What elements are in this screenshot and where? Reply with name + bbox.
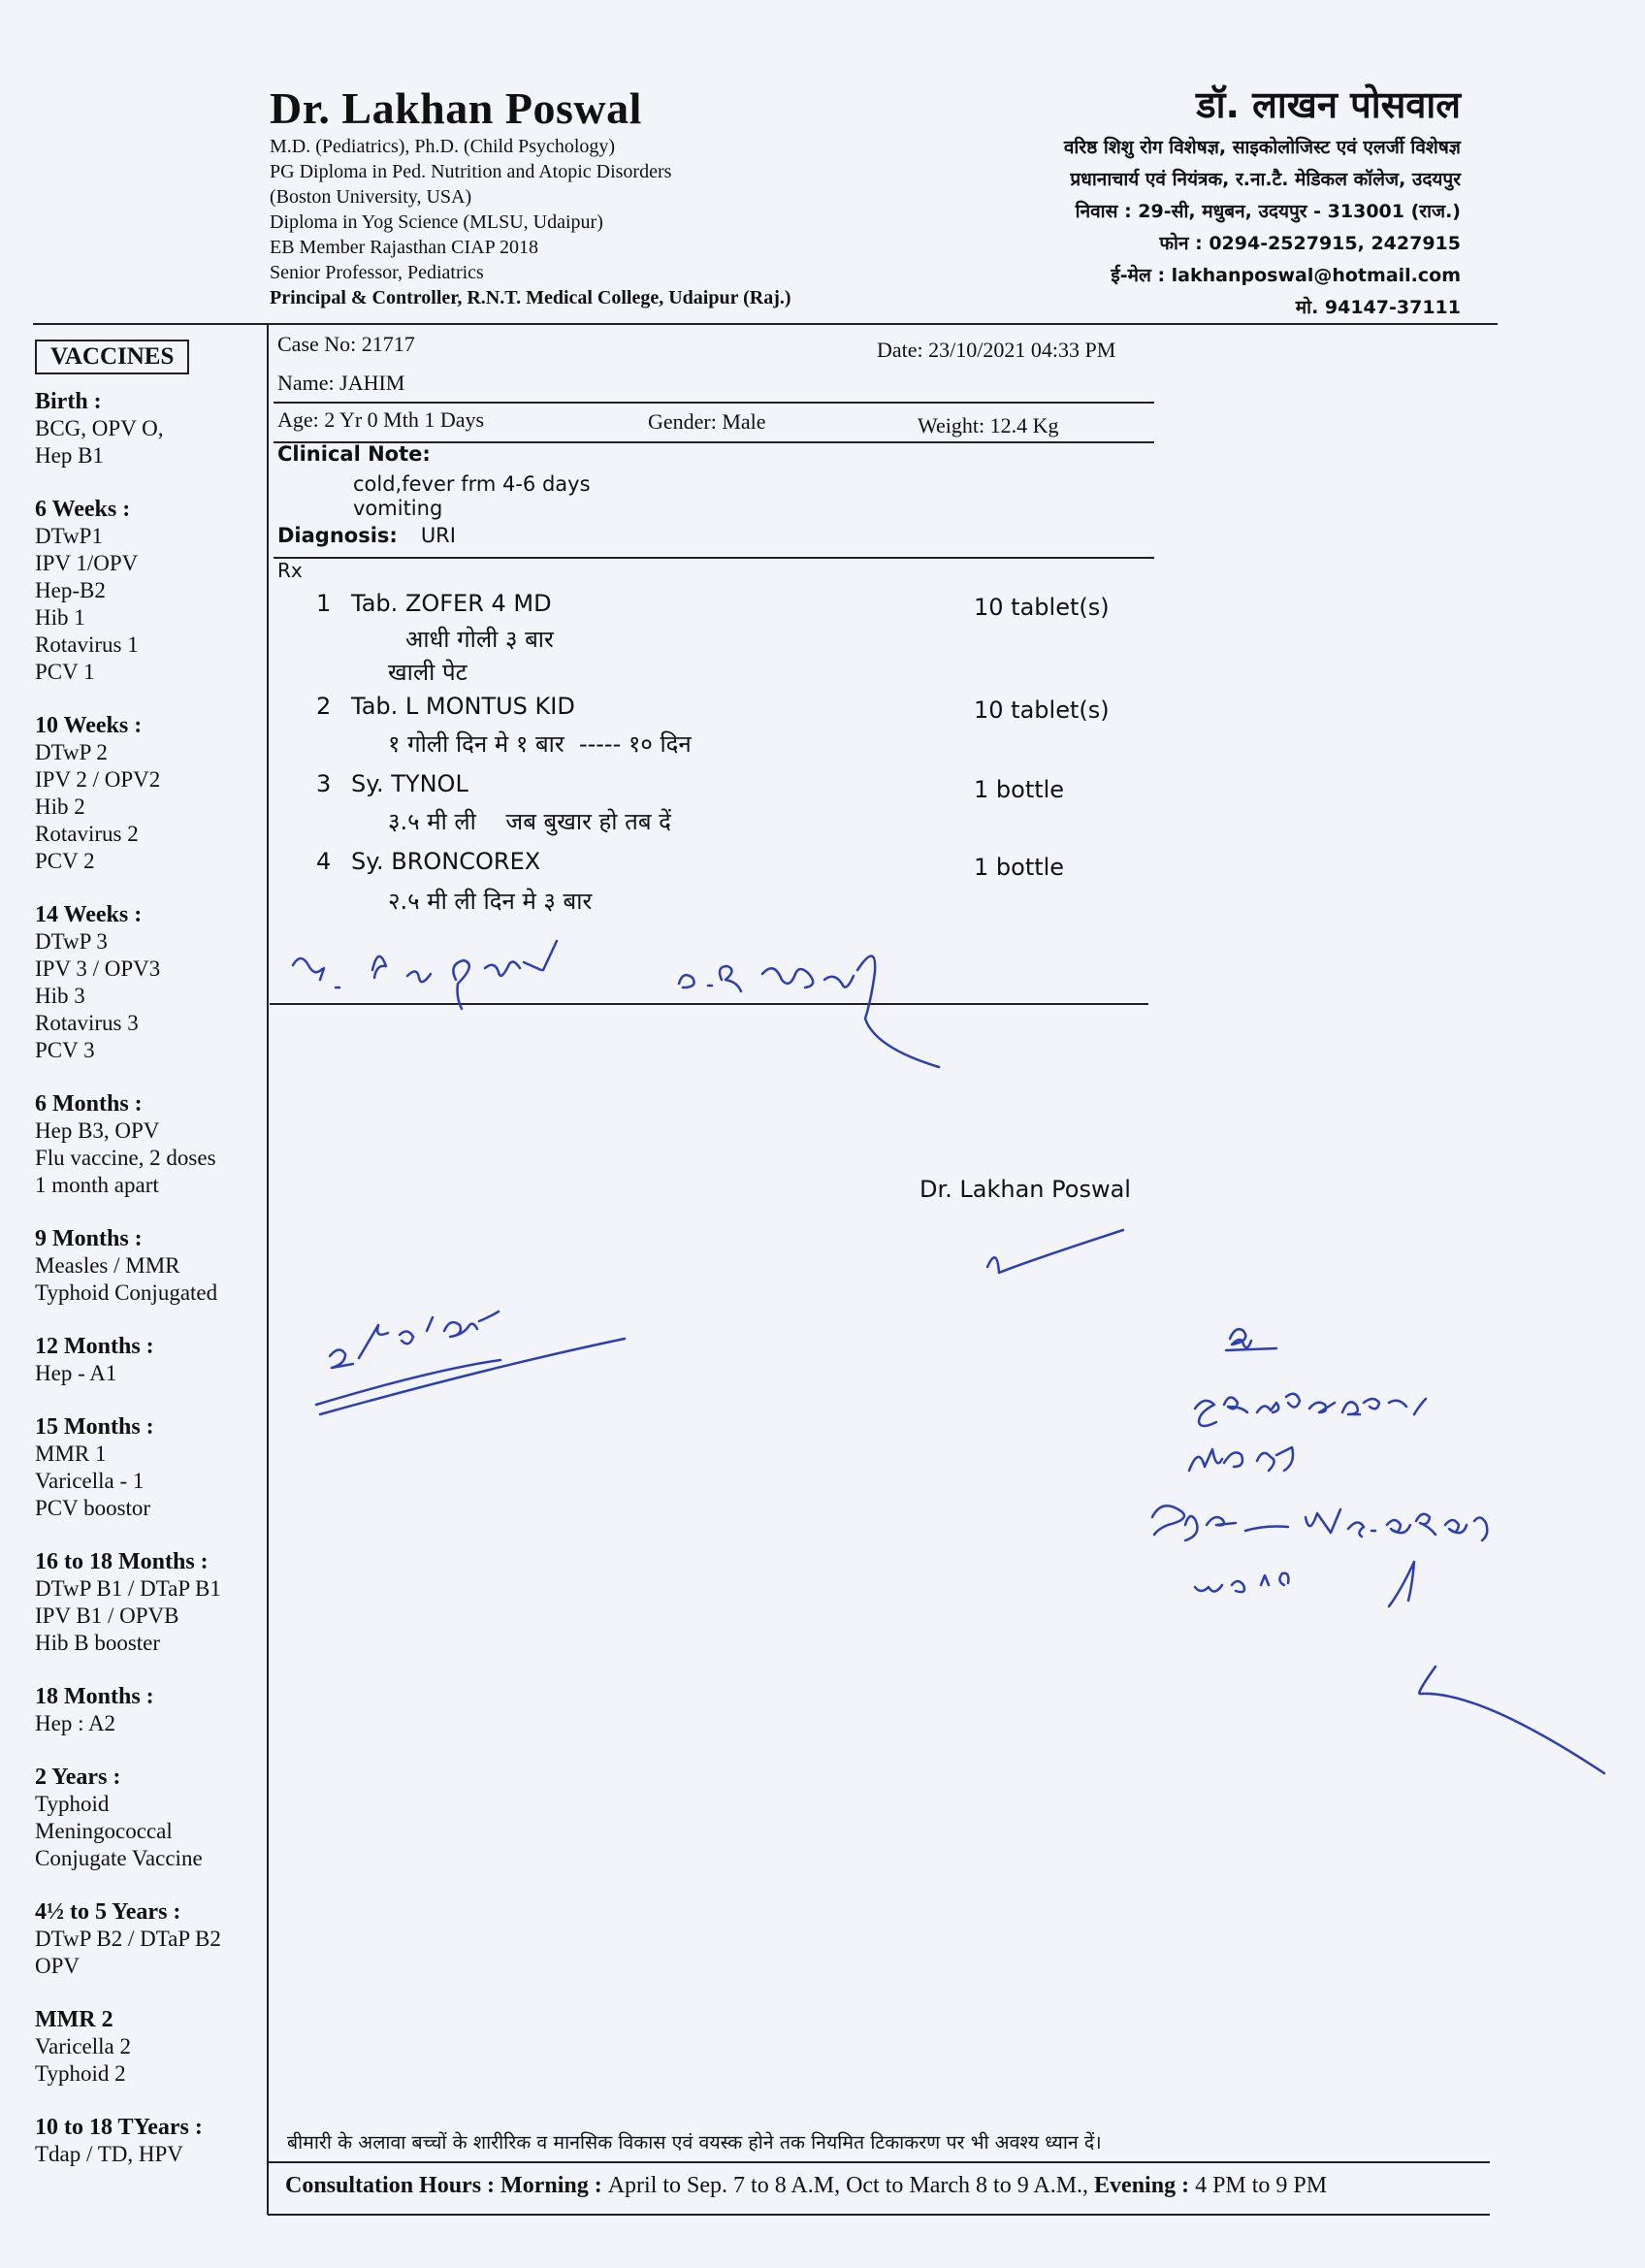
date-scribble	[316, 1312, 625, 1414]
vaccine-item: Rotavirus 3	[35, 1011, 139, 1035]
clinical-note-line: cold,fever frm 4-6 days	[353, 472, 591, 496]
hindi-title-line: प्रधानाचार्य एवं नियंत्रक, र.ना.टै. मेडिकल कॉलेज, उदयपुर	[1070, 169, 1461, 190]
vaccine-group-heading: 16 to 18 Months :	[35, 1549, 209, 1574]
vaccine-group	[35, 2114, 268, 2168]
vaccine-group	[35, 901, 268, 1064]
clinical-scribble	[1195, 1394, 1426, 1426]
diagnosis-label: Diagnosis:	[277, 524, 398, 547]
vaccine-group	[35, 1548, 268, 1657]
vaccine-item: Hep-B2	[35, 578, 106, 602]
morning-text: April to Sep. 7 to 8 A.M, Oct to March 8 to 9 A.M.,	[607, 2173, 1095, 2198]
medicine-name: Tab. L MONTUS KID	[351, 693, 575, 720]
vaccine-item: IPV 2 / OPV2	[35, 767, 161, 792]
vaccine-item: Conjugate Vaccine	[35, 1846, 203, 1870]
diagnosis	[277, 524, 456, 547]
vaccine-group-heading: 6 Months :	[35, 1091, 143, 1117]
vaccine-item: 1 month apart	[35, 1173, 159, 1197]
hours-label: Consultation Hours :	[285, 2173, 501, 2198]
qualification-line: PG Diploma in Ped. Nutrition and Atopic Disorders	[270, 161, 672, 182]
footer-hindi-note: बीमारी के अलावा बच्चों के शारीरिक व मानसिक विकास एवं वयस्क होने तक नियमित टिकाकरण पर भी अवश्य ध्यान दें।	[287, 2131, 1102, 2154]
doctor-name-hi: डॉ. लाखन पोसवाल	[1196, 83, 1461, 126]
vaccine-item: Meningococcal	[35, 1819, 173, 1843]
vaccine-item: Hep B1	[35, 443, 104, 468]
footer-divider	[268, 2161, 1490, 2163]
vaccine-group-heading: 4½ to 5 Years :	[35, 1899, 181, 1925]
vaccine-item: DTwP B2 / DTaP B2	[35, 1927, 221, 1951]
clinical-scribble	[1189, 1447, 1293, 1471]
medicine-item	[316, 770, 468, 797]
vaccine-item: PCV 2	[35, 849, 95, 873]
vaccine-item: IPV B1 / OPVB	[35, 1604, 179, 1628]
vaccine-group-heading: 10 to 18 TYears :	[35, 2115, 203, 2140]
vaccine-group-heading: MMR 2	[35, 2007, 113, 2032]
medicine-item	[316, 693, 575, 720]
clinical-scribble	[1419, 1667, 1604, 1773]
patient-weight: Weight: 12.4 Kg	[918, 413, 1059, 437]
vaccine-item: Rotavirus 1	[35, 632, 139, 657]
vaccine-item: Hib B booster	[35, 1631, 161, 1655]
signature-scribble	[987, 1230, 1123, 1273]
vaccine-group-heading: 10 Weeks :	[35, 713, 143, 738]
vaccine-item: DTwP 2	[35, 740, 108, 764]
vaccine-item: Hep : A2	[35, 1711, 116, 1735]
rx-label: Rx	[277, 559, 303, 582]
vaccine-group	[35, 388, 268, 470]
vaccine-group-heading: 2 Years :	[35, 1765, 121, 1790]
header-right	[1064, 78, 1461, 324]
doctor-name-en: Dr. Lakhan Poswal	[270, 83, 642, 133]
vaccine-item: Hep - A1	[35, 1361, 117, 1385]
clinical-note-line: vomiting	[353, 497, 443, 520]
vaccine-item: Hep B3, OPV	[35, 1118, 160, 1143]
medicine-name: Sy. BRONCOREX	[351, 848, 541, 875]
divider	[270, 1003, 1148, 1005]
vaccine-group	[35, 1413, 268, 1522]
diagnosis-value: URI	[420, 524, 456, 547]
vaccines-title: VACCINES	[35, 340, 189, 374]
vaccine-item: Varicella - 1	[35, 1469, 145, 1493]
vaccine-group	[35, 1090, 268, 1199]
vaccine-group-heading: 15 Months :	[35, 1414, 154, 1440]
medicine-number: 3	[316, 770, 332, 797]
vaccine-item: Rotavirus 2	[35, 822, 139, 846]
phone-line: फोन : 0294-2527915, 2427915	[1159, 233, 1461, 254]
vaccine-item: Flu vaccine, 2 doses	[35, 1146, 216, 1170]
qualification-line: (Boston University, USA)	[270, 186, 472, 208]
vaccine-item: PCV boostor	[35, 1496, 151, 1520]
position-line: Principal & Controller, R.N.T. Medical College, Udaipur (Raj.)	[270, 287, 791, 308]
medicine-dose: २.५ मी ली दिन मे ३ बार	[388, 888, 593, 915]
medicine-number: 1	[316, 590, 332, 617]
divider	[274, 557, 1154, 559]
vaccine-groups	[35, 388, 268, 2168]
qualification-line: Senior Professor, Pediatrics	[270, 262, 484, 283]
evening-label: Evening :	[1094, 2173, 1196, 2198]
medicine-dose: आधी गोली ३ बार	[405, 626, 554, 653]
vaccine-column	[35, 340, 268, 2194]
vaccine-item: Tdap / TD, HPV	[35, 2142, 183, 2166]
vaccine-group	[35, 1764, 268, 1872]
clinical-scribble	[1195, 1562, 1414, 1606]
medicine-dose: १ गोली दिन मे १ बार ----- १० दिन	[388, 730, 692, 758]
patient-age: Age: 2 Yr 0 Mth 1 Days	[277, 407, 485, 432]
medicine-name: Sy. TYNOL	[351, 770, 468, 797]
vaccine-item: Typhoid	[35, 1792, 110, 1816]
vaccine-group	[35, 1333, 268, 1387]
vaccine-group	[35, 712, 268, 875]
clinical-scribble	[1152, 1506, 1487, 1540]
medicine-qty: 10 tablet(s)	[974, 594, 1110, 621]
signature-name: Dr. Lakhan Poswal	[919, 1176, 1131, 1203]
hindi-title-line: वरिष्ठ शिशु रोग विशेषज्ञ, साइकोलोजिस्ट एवं एलर्जी विशेषज्ञ	[1063, 137, 1461, 158]
clinical-scribble	[1226, 1329, 1276, 1350]
email-line: ई-मेल : lakhanposwal@hotmail.com	[1111, 265, 1461, 286]
medicine-number: 4	[316, 848, 332, 875]
vaccine-group-heading: 9 Months :	[35, 1226, 143, 1251]
vaccine-item: IPV 3 / OPV3	[35, 956, 161, 981]
qualification-line: EB Member Rajasthan CIAP 2018	[270, 237, 539, 258]
vaccine-item: PCV 1	[35, 660, 95, 684]
vaccine-item: PCV 3	[35, 1038, 95, 1062]
medicine-item	[316, 848, 540, 875]
vaccine-group-heading: Birth :	[35, 389, 102, 414]
vaccine-item: Hib 3	[35, 984, 85, 1008]
vaccine-group	[35, 1683, 268, 1737]
medicine-qty: 1 bottle	[974, 776, 1065, 803]
qualification-line: Diploma in Yog Science (MLSU, Udaipur)	[270, 211, 603, 233]
medicine-item	[316, 590, 552, 617]
vaccine-item: Hib 2	[35, 794, 85, 819]
medicine-qty: 1 bottle	[974, 854, 1065, 881]
consultation-hours	[285, 2173, 1327, 2199]
vaccine-group	[35, 496, 268, 686]
vaccine-item: Typhoid 2	[35, 2061, 126, 2086]
header-divider	[33, 323, 1498, 325]
vaccine-group-heading: 14 Weeks :	[35, 902, 143, 927]
vaccine-group-heading: 18 Months :	[35, 1684, 154, 1709]
medicine-qty: 10 tablet(s)	[974, 697, 1110, 724]
vaccine-group	[35, 2006, 268, 2088]
medicine-number: 2	[316, 693, 332, 720]
vaccine-item: BCG, OPV O,	[35, 416, 164, 440]
vaccine-item: Measles / MMR	[35, 1253, 180, 1278]
medicine-name: Tab. ZOFER 4 MD	[351, 590, 552, 617]
evening-text: 4 PM to 9 PM	[1195, 2173, 1328, 2198]
vaccine-group-heading: 12 Months :	[35, 1334, 154, 1359]
vaccine-item: DTwP1	[35, 524, 103, 548]
vaccine-item: DTwP B1 / DTaP B1	[35, 1576, 221, 1601]
medicine-dose: ३.५ मी ली जब बुखार हो तब दें	[388, 808, 671, 835]
header-left	[270, 83, 791, 310]
morning-label: Morning :	[500, 2173, 608, 2198]
vaccine-group	[35, 1898, 268, 1980]
mobile-line: मो. 94147-37111	[1295, 297, 1461, 318]
qualification-line: M.D. (Pediatrics), Ph.D. (Child Psychology)	[270, 136, 616, 157]
case-number: Case No: 21717	[277, 332, 415, 356]
divider	[274, 402, 1154, 404]
visit-date: Date: 23/10/2021 04:33 PM	[877, 338, 1116, 362]
vaccine-item: Typhoid Conjugated	[35, 1280, 218, 1305]
vaccine-item: OPV	[35, 1954, 81, 1978]
vaccine-item: IPV 1/OPV	[35, 551, 139, 575]
vaccine-item: MMR 1	[35, 1442, 107, 1466]
clinical-note-label: Clinical Note:	[277, 442, 431, 466]
vaccine-group	[35, 1225, 268, 1307]
vaccine-item: Varicella 2	[35, 2034, 131, 2058]
patient-gender: Gender: Male	[648, 409, 766, 434]
vaccine-item: Hib 1	[35, 605, 85, 630]
vaccine-item: DTwP 3	[35, 929, 108, 954]
vaccine-group-heading: 6 Weeks :	[35, 497, 131, 522]
medicine-dose: खाली पेट	[388, 659, 468, 686]
footer-divider	[268, 2214, 1490, 2216]
address-line: निवास : 29-सी, मधुबन, उदयपुर - 313001 (राज.)	[1075, 201, 1461, 222]
patient-name: Name: JAHIM	[277, 371, 405, 395]
